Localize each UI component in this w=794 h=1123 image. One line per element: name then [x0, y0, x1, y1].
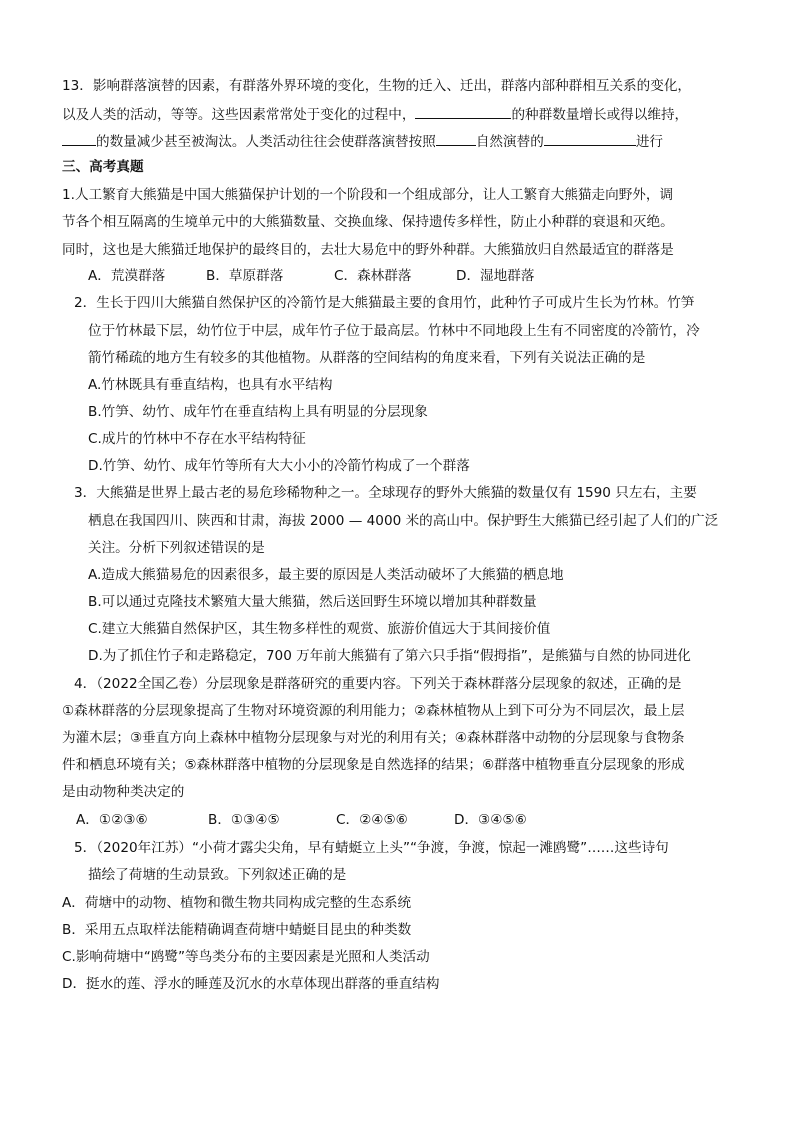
q13-line-2 — [62, 104, 688, 125]
q5-line-1: 5．（2020年江苏）“小荷才露尖尖角，早有蜻蜓立上头”“争渡，争渡，惊起一滩鸥鹭”……这些诗句 — [74, 840, 669, 856]
q13-blank-4 — [544, 131, 636, 146]
q1-option-b: B．草原群落 — [206, 268, 284, 284]
q1-options — [88, 266, 534, 286]
q3-line-3: 关注。分析下列叙述错误的是 — [88, 540, 265, 556]
q13-blank-3 — [436, 131, 476, 146]
q13-blank-2 — [62, 131, 96, 146]
q4-line-3: 为灌木层；③垂直方向上森林中植物分层现象与对光的利用有关；④森林群落中动物的分层现象与食物条 — [62, 730, 685, 746]
q13-line-2-text-b: 的种群数量增长或得以维持， — [511, 107, 689, 123]
q13-blank-1 — [415, 104, 511, 119]
section-heading: 三、高考真题 — [62, 159, 144, 175]
q1-line-2: 节各个相互隔离的生境单元中的大熊猫数量、交换血缘、保持遗传多样性，防止小种群的衰退和灭绝。 — [62, 214, 674, 230]
q13-line-3-text-b: 自然演替的 — [475, 134, 544, 150]
q1-option-c: C．森林群落 — [334, 268, 412, 284]
q13-line-3 — [62, 131, 663, 152]
q4-line-1: 4．（2022全国乙卷）分层现象是群落研究的重要内容。下列关于森林群落分层现象的叙述，正确的是 — [74, 676, 682, 692]
q3-line-2: 栖息在我国四川、陕西和甘肃，海拔 2000 — 4000 米的高山中。保护野生大熊猫已经引起了人们的广泛 — [88, 513, 719, 529]
q3-option-c: C.建立大熊猫自然保护区，其生物多样性的观赏、旅游价值远大于其间接价值 — [88, 621, 551, 637]
q5-option-a: A．荷塘中的动物、植物和微生物共同构成完整的生态系统 — [62, 895, 412, 911]
q2-option-b: B.竹笋、幼竹、成年竹在垂直结构上具有明显的分层现象 — [88, 404, 428, 420]
q13-line-1: 13．影响群落演替的因素，有群落外界环境的变化，生物的迁入、迁出，群落内部种群相互关系的变化， — [62, 78, 692, 94]
q2-line-1: 2．生长于四川大熊猫自然保护区的冷箭竹是大熊猫最主要的食用竹，此种竹子可成片生长为竹林。竹笋 — [74, 295, 695, 311]
q4-options — [76, 810, 527, 830]
q3-option-a: A.造成大熊猫易危的因素很多，最主要的原因是人类活动破坏了大熊猫的栖息地 — [88, 567, 564, 583]
q3-line-1: 3．大熊猫是世界上最古老的易危珍稀物种之一。全球现存的野外大熊猫的数量仅有 1590 只左右，主要 — [74, 485, 697, 501]
q2-line-3: 箭竹稀疏的地方生有较多的其他植物。从群落的空间结构的角度来看，下列有关说法正确的是 — [88, 350, 646, 366]
q4-line-5: 是由动物种类决定的 — [62, 784, 185, 800]
q2-line-2: 位于竹林最下层，幼竹位于中层，成年竹子位于最高层。竹林中不同地段上生有不同密度的冷箭竹，冷 — [88, 323, 700, 339]
q2-option-a: A.竹林既具有垂直结构，也具有水平结构 — [88, 377, 333, 393]
q2-option-d: D.竹笋、幼竹、成年竹等所有大大小小的冷箭竹构成了一个群落 — [88, 458, 470, 474]
q4-option-a: A．①②③⑥ — [76, 812, 148, 828]
q1-line-3: 同时，这也是大熊猫迁地保护的最终目的，去壮大易危中的野外种群。大熊猫放归自然最适宜的群落是 — [62, 242, 674, 258]
q13-line-3-text-a: 的数量减少甚至被淘汰。人类活动往往会使群落演替按照 — [96, 134, 436, 150]
q4-line-2: ①森林群落的分层现象提高了生物对环境资源的利用能力；②森林植物从上到下可分为不同层次，最上层 — [62, 703, 685, 719]
q2-option-c: C.成片的竹林中不存在水平结构特征 — [88, 431, 306, 447]
q4-option-b: B．①③④⑤ — [208, 812, 280, 828]
q5-line-2: 描绘了荷塘的生动景致。下列叙述正确的是 — [88, 867, 347, 883]
q4-option-d: D．③④⑤⑥ — [454, 812, 527, 828]
q1-line-1: 1.人工繁育大熊猫是中国大熊猫保护计划的一个阶段和一个组成部分，让人工繁育大熊猫走向野外，调 — [62, 187, 674, 203]
q4-line-4: 件和栖息环境有关；⑤森林群落中植物的分层现象是自然选择的结果；⑥群落中植物垂直分层现象的形成 — [62, 757, 685, 773]
q4-option-c: C．②④⑤⑥ — [336, 812, 408, 828]
q3-option-b: B.可以通过克隆技术繁殖大量大熊猫，然后送回野生环境以增加其种群数量 — [88, 594, 537, 610]
q13-line-2-text-a: 以及人类的活动，等等。这些因素常常处于变化的过程中， — [62, 107, 416, 123]
q5-option-c: C.影响荷塘中“鸥鹭”等鸟类分布的主要因素是光照和人类活动 — [62, 949, 430, 965]
q3-option-d: D.为了抓住竹子和走路稳定，700 万年前大熊猫有了第六只手指“假拇指”，是熊猫与自然的协同进化 — [88, 648, 691, 664]
q5-option-d: D．挺水的莲、浮水的睡莲及沉水的水草体现出群落的垂直结构 — [62, 976, 440, 992]
q1-option-d: D．湿地群落 — [456, 268, 535, 284]
q5-option-b: B．采用五点取样法能精确调查荷塘中蜻蜓目昆虫的种类数 — [62, 922, 412, 938]
q1-option-a: A．荒漠群落 — [88, 268, 166, 284]
q13-line-3-text-c: 进行 — [635, 134, 663, 150]
